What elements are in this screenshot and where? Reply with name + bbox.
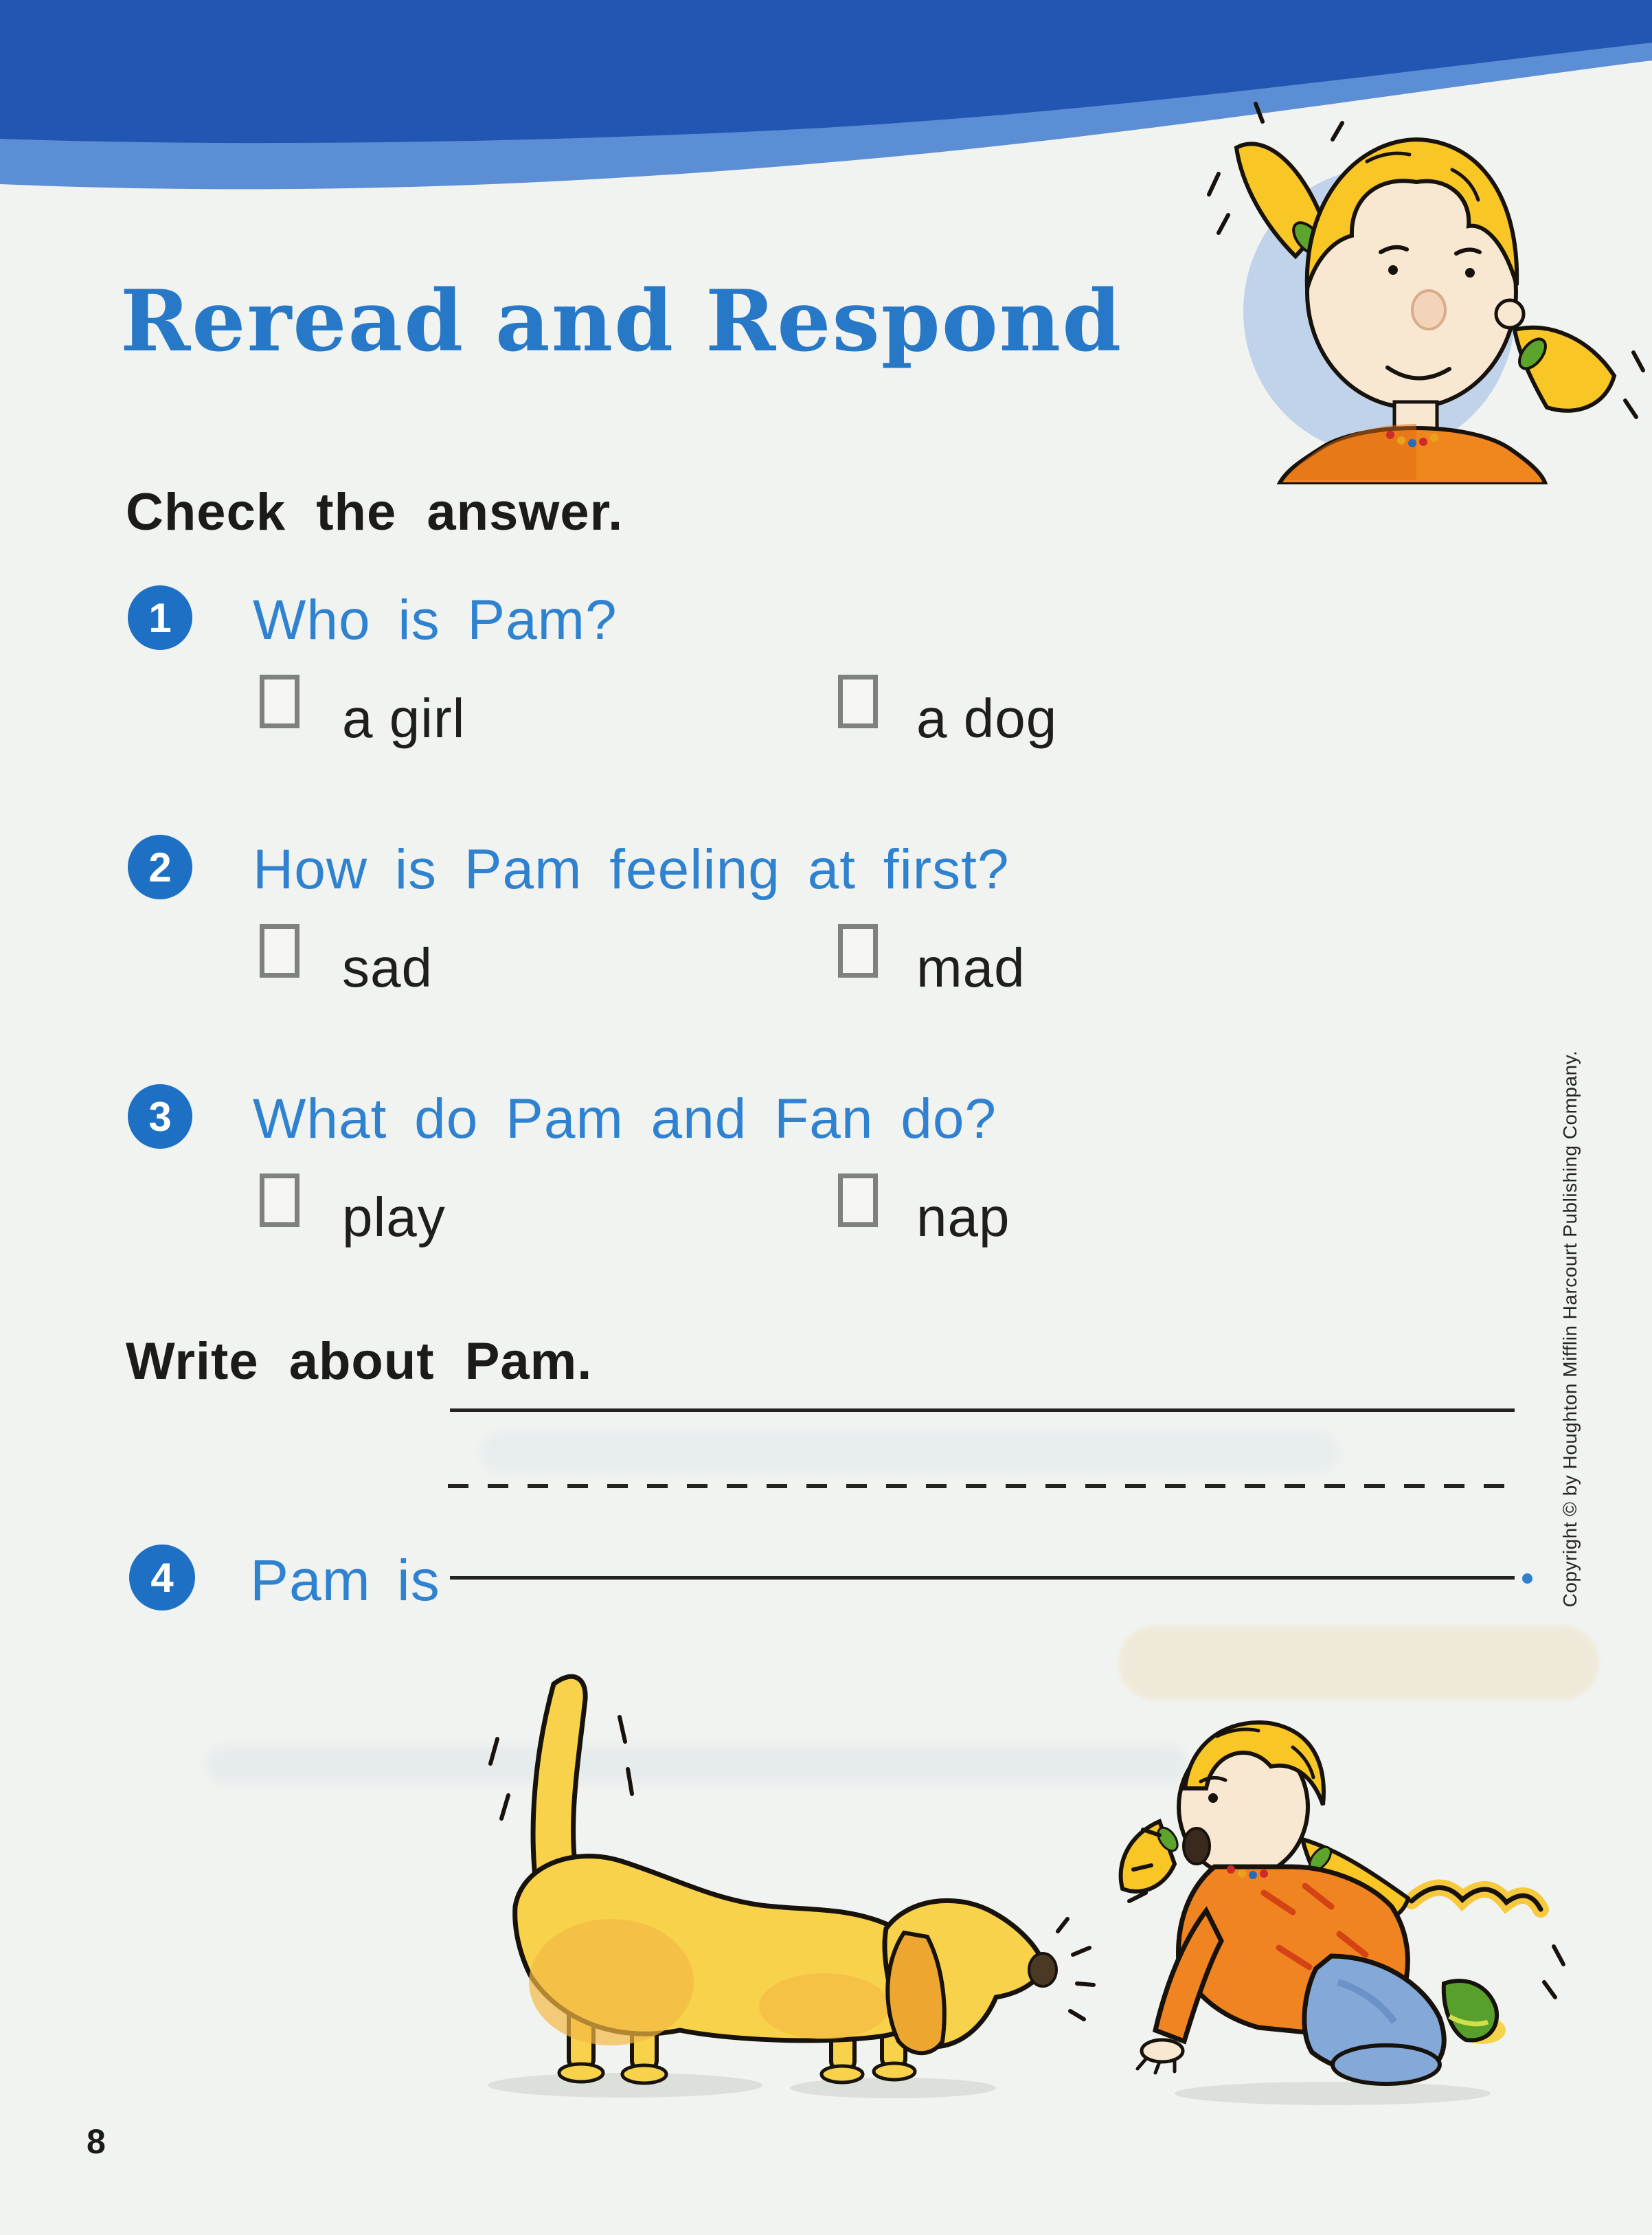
question-text: Who is Pam? (253, 589, 618, 651)
answer-label: play (342, 1187, 446, 1248)
answer-checkbox[interactable] (260, 924, 299, 978)
write-instruction: Write about Pam. (126, 1332, 593, 1391)
copyright-notice: Copyright © by Houghton Mifflin Harcourt Publishing Company. (1559, 1050, 1581, 1608)
answer-label: a dog (916, 688, 1058, 749)
answer-checkbox[interactable] (838, 675, 878, 728)
answer-checkbox[interactable] (838, 924, 878, 978)
answer-checkbox[interactable] (260, 675, 299, 728)
question-number: 2 (148, 844, 172, 890)
sentence-starter: Pam is (250, 1548, 440, 1613)
bleed-through-smudge (481, 1433, 1339, 1472)
page-title: Reread and Respond (120, 272, 1123, 371)
question-number: 4 (150, 1554, 174, 1601)
question-number-badge (128, 835, 192, 899)
writing-line-dashed[interactable] (448, 1484, 1517, 1488)
question-number: 1 (148, 594, 172, 641)
page-number: 8 (87, 2122, 106, 2161)
answer-checkbox[interactable] (260, 1173, 299, 1227)
answer-label: mad (916, 937, 1026, 998)
writing-line-solid[interactable] (450, 1408, 1515, 1412)
question-text: What do Pam and Fan do? (253, 1088, 997, 1150)
check-instruction: Check the answer. (126, 483, 624, 541)
question-number-badge (128, 1084, 192, 1149)
sentence-period-dot (1522, 1573, 1532, 1584)
answer-label: a girl (342, 688, 466, 749)
girl-with-pigtails-icon (1161, 58, 1652, 484)
answer-label: nap (916, 1187, 1010, 1248)
answer-checkbox[interactable] (838, 1173, 878, 1227)
answer-line[interactable] (450, 1576, 1515, 1580)
dog-and-girl-playing-icon (350, 1659, 1594, 2113)
question-text: How is Pam feeling at first? (253, 838, 1010, 901)
question-number-badge (128, 585, 192, 650)
answer-label: sad (342, 937, 433, 998)
question-number: 3 (148, 1093, 172, 1140)
question-number-badge (129, 1545, 195, 1610)
